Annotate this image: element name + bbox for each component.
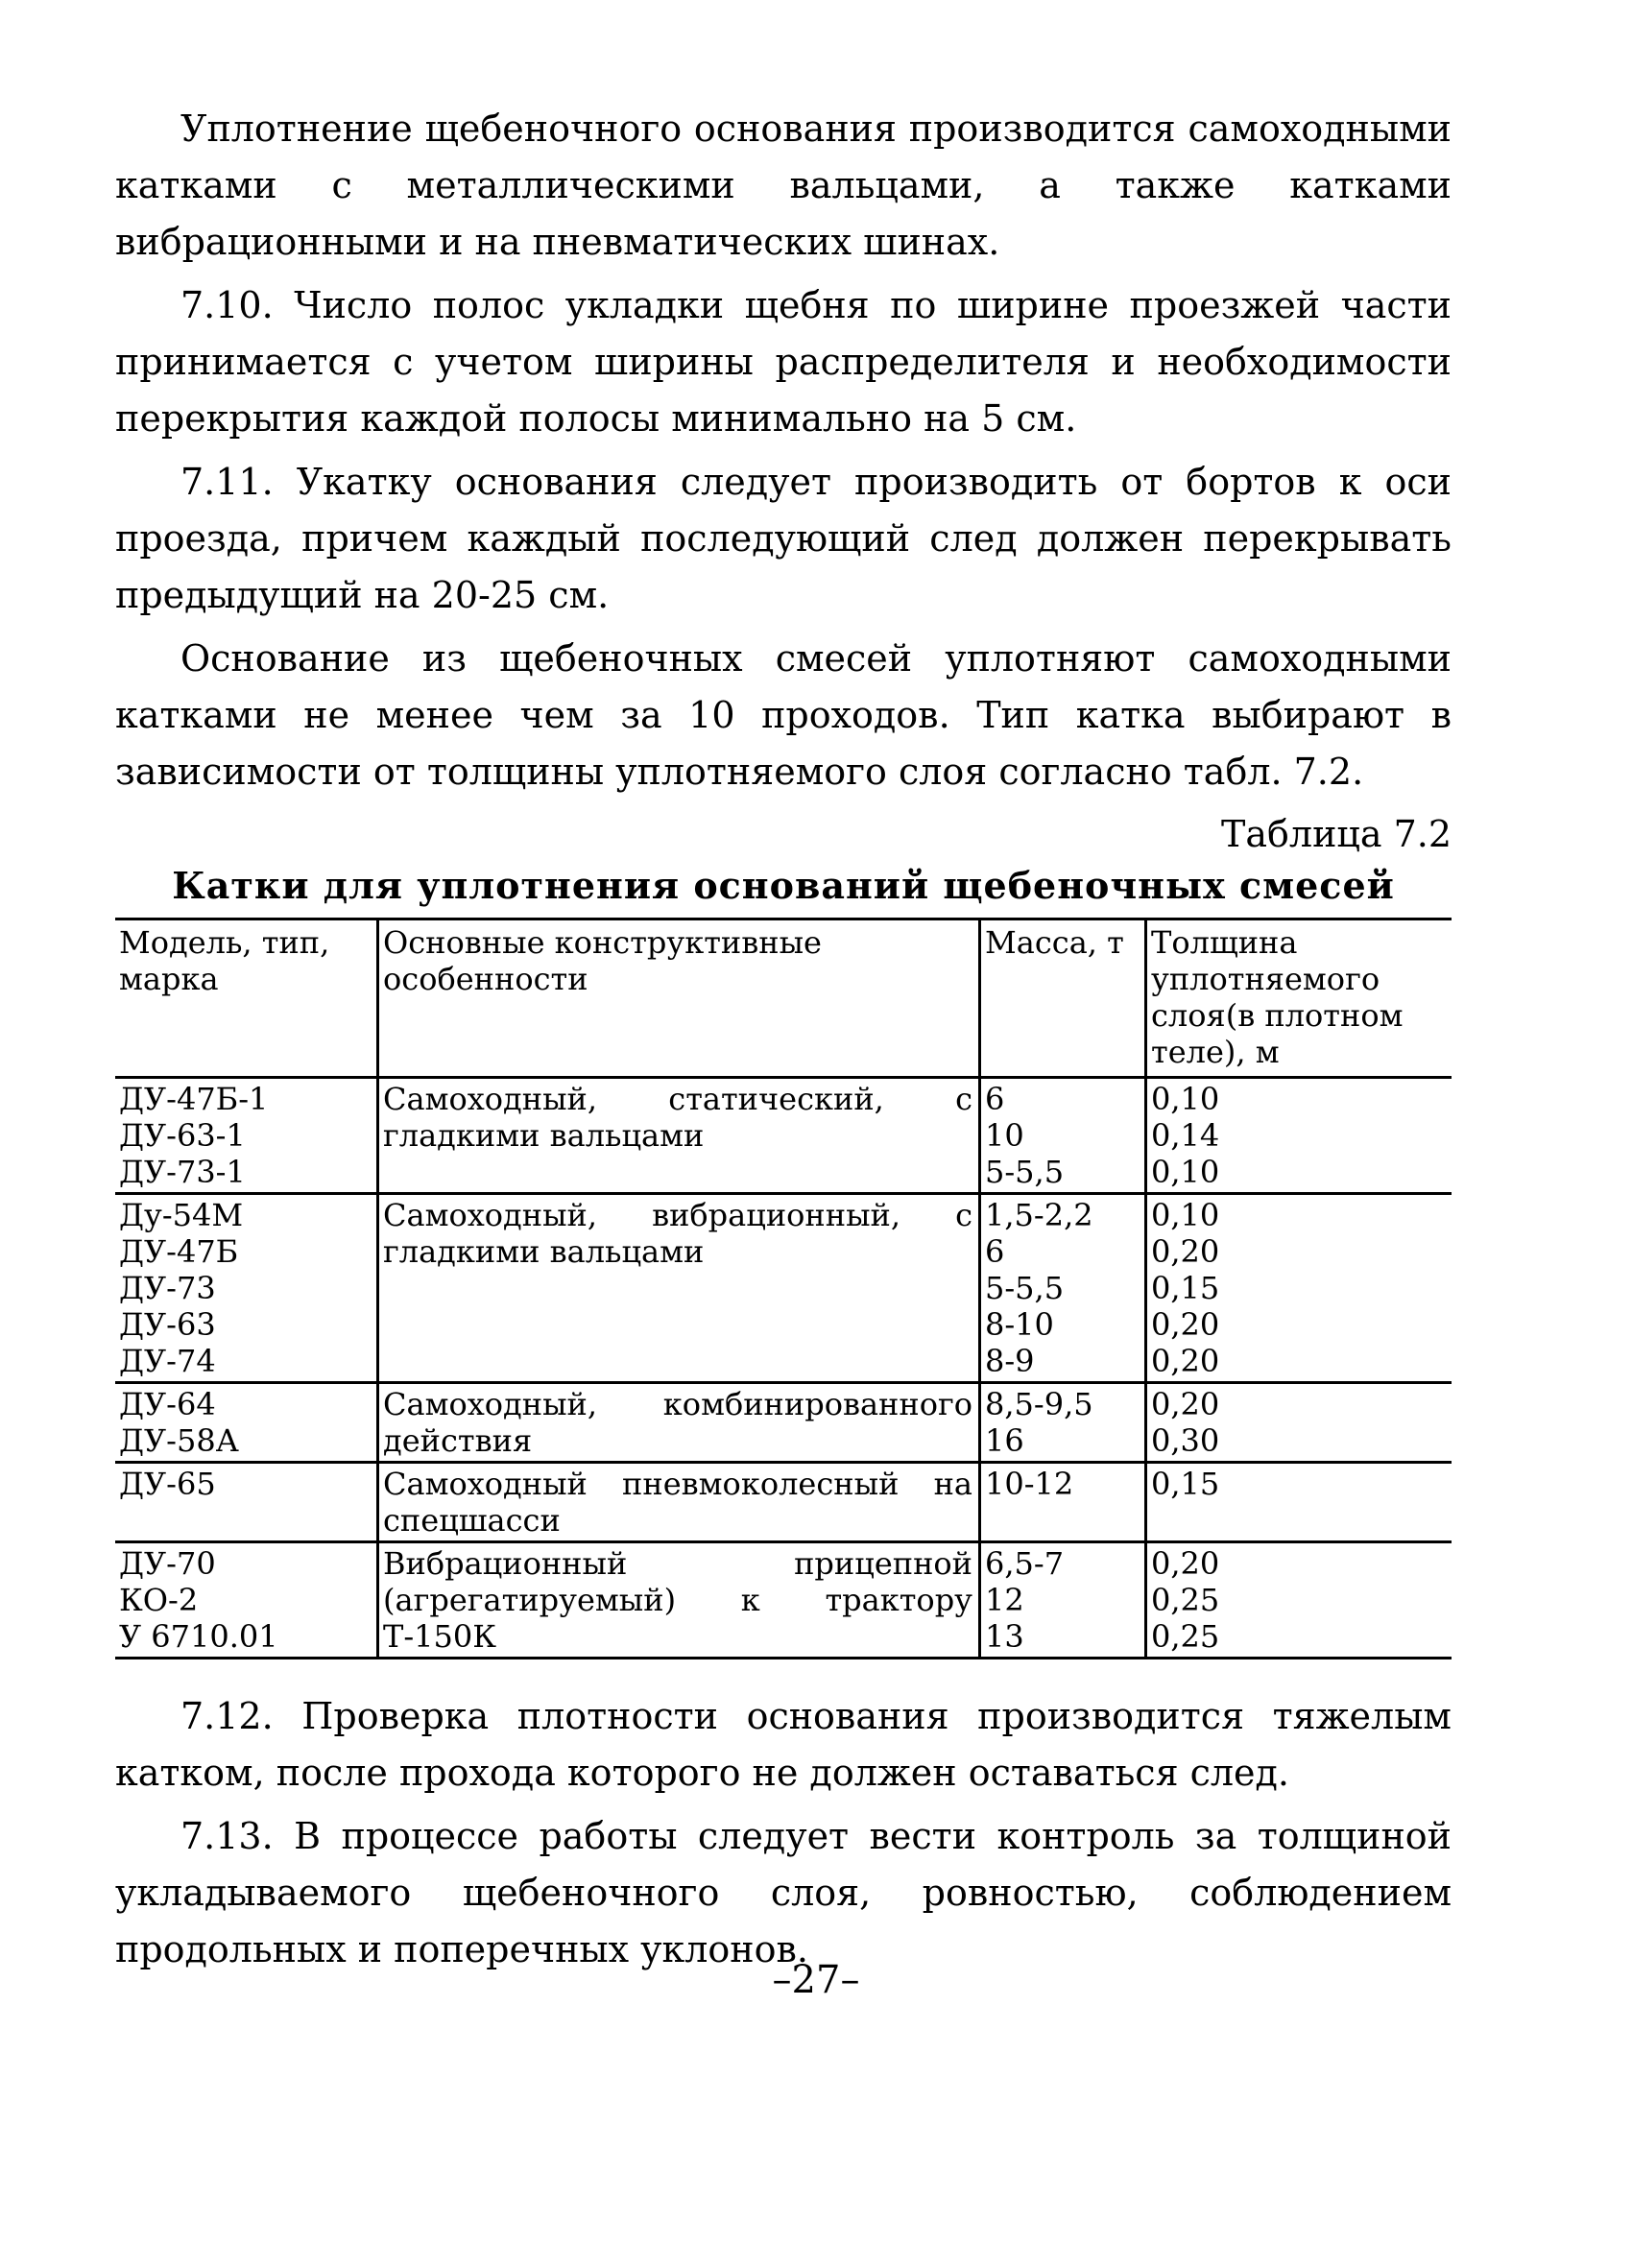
thickness-value: 0,25: [1151, 1582, 1220, 1618]
cell-features: Вибрационный прицепной (агрегатируемый) к трактору Т-150К: [378, 1542, 980, 1659]
models-value: У 6710.01: [119, 1618, 278, 1655]
thickness-value: 0,10: [1151, 1081, 1220, 1117]
thickness-value: 0,20: [1151, 1343, 1220, 1379]
mass-value: 10-12: [985, 1466, 1074, 1502]
table-title: Катки для уплотнения оснований щебеночных смесей: [172, 864, 1395, 907]
cell-mass: [980, 1463, 1146, 1542]
paragraph-7-11: 7.11. Укатку основания следует производить от бортов к оси проезда, причем каждый последующий след должен перекрывать предыдущий на 20-25 см.: [115, 461, 1452, 616]
paragraph: Уплотнение щебеночного основания производится самоходными катками с металлическими вальцами, а также катками вибрационными и на пневматических шинах.: [115, 107, 1452, 263]
thickness-value: 0,15: [1151, 1270, 1220, 1306]
models-value: ДУ-70: [119, 1545, 216, 1582]
models-value: ДУ-58А: [119, 1422, 239, 1459]
cell-mass: [980, 1194, 1146, 1383]
mass-value: 8-10: [985, 1306, 1054, 1343]
mass-value: 16: [985, 1422, 1024, 1459]
paragraph: Основание из щебеночных смесей уплотняют самоходными катками не менее чем за 10 проходов. Тип катка выбирают в зависимости от толщины уплотняемого слоя согласно табл. 7.2.: [115, 637, 1452, 793]
cell-models: [115, 1542, 378, 1659]
mass-value: 6,5-7: [985, 1545, 1065, 1582]
table-body: [115, 1078, 1452, 1659]
paragraphs-bottom: [115, 1688, 1452, 1978]
thickness-value: 0,30: [1151, 1422, 1220, 1459]
cell-models: [115, 1194, 378, 1383]
thickness-value: 0,20: [1151, 1233, 1220, 1270]
cell-thickness: [1146, 1078, 1452, 1194]
mass-value: 8-9: [985, 1343, 1035, 1379]
table-header-row: [115, 919, 1452, 1078]
cell-features: Самоходный, комбинированного действия: [378, 1383, 980, 1463]
thickness-value: 0,15: [1151, 1466, 1220, 1502]
models-value: ДУ-73-1: [119, 1154, 246, 1190]
rollers-table: [115, 918, 1452, 1659]
cell-features: Самоходный, вибрационный, с гладкими вальцами: [378, 1194, 980, 1383]
header-mass: Масса, т: [980, 919, 1146, 1078]
thickness-value: 0,10: [1151, 1197, 1220, 1233]
models-value: ДУ-74: [119, 1343, 216, 1379]
models-value: ДУ-63: [119, 1306, 216, 1343]
cell-thickness: [1146, 1542, 1452, 1659]
cell-thickness: [1146, 1463, 1452, 1542]
page-number: –27–: [772, 1958, 860, 2002]
thickness-value: 0,20: [1151, 1545, 1220, 1582]
cell-models: [115, 1383, 378, 1463]
mass-value: 5-5,5: [985, 1270, 1065, 1306]
mass-value: 6: [985, 1081, 1005, 1117]
paragraphs-top: [115, 101, 1452, 800]
models-value: КО-2: [119, 1582, 199, 1618]
paragraph-7-12: 7.12. Проверка плотности основания производится тяжелым катком, после прохода которого не должен оставаться след.: [115, 1695, 1452, 1794]
models-value: ДУ-47Б-1: [119, 1081, 269, 1117]
cell-features: Самоходный, статический, с гладкими вальцами: [378, 1078, 980, 1194]
page-content: [115, 101, 1452, 1978]
thickness-value: 0,14: [1151, 1117, 1220, 1154]
cell-thickness: [1146, 1194, 1452, 1383]
table-row: [115, 1383, 1452, 1463]
table-row: [115, 1194, 1452, 1383]
table-caption: Таблица 7.2: [1221, 813, 1452, 855]
paragraph-7-13: 7.13. В процессе работы следует вести контроль за толщиной укладываемого щебеночного слоя, ровностью, соблюдением продольных и поперечных уклонов.: [115, 1815, 1452, 1970]
thickness-value: 0,20: [1151, 1306, 1220, 1343]
models-value: ДУ-63-1: [119, 1117, 246, 1154]
mass-value: 8,5-9,5: [985, 1386, 1093, 1422]
cell-models: [115, 1078, 378, 1194]
thickness-value: 0,10: [1151, 1154, 1220, 1190]
table-row: [115, 1463, 1452, 1542]
thickness-value: 0,25: [1151, 1618, 1220, 1655]
mass-value: 13: [985, 1618, 1024, 1655]
cell-models: [115, 1463, 378, 1542]
models-value: ДУ-47Б: [119, 1233, 239, 1270]
thickness-value: 0,20: [1151, 1386, 1220, 1422]
header-thickness: Толщина уплотняемого слоя(в плотном теле), м: [1146, 919, 1452, 1078]
models-value: ДУ-65: [119, 1466, 216, 1502]
table-row: [115, 1078, 1452, 1194]
header-model: Модель, тип, марка: [119, 924, 330, 997]
mass-value: 12: [985, 1582, 1024, 1618]
cell-mass: [980, 1383, 1146, 1463]
paragraph-7-10: 7.10. Число полос укладки щебня по ширине проезжей части принимается с учетом ширины распределителя и необходимости перекрытия каждой полосы минимально на 5 см.: [115, 284, 1452, 440]
header-features: Основные конструктивные особенности: [378, 919, 980, 1078]
cell-mass: [980, 1078, 1146, 1194]
models-value: ДУ-73: [119, 1270, 216, 1306]
mass-value: 5-5,5: [985, 1154, 1065, 1190]
mass-value: 6: [985, 1233, 1005, 1270]
cell-mass: [980, 1542, 1146, 1659]
table-row: [115, 1542, 1452, 1659]
models-value: ДУ-64: [119, 1386, 216, 1422]
models-value: Ду-54М: [119, 1197, 244, 1233]
cell-thickness: [1146, 1383, 1452, 1463]
cell-features: Самоходный пневмоколесный на спецшасси: [378, 1463, 980, 1542]
mass-value: 1,5-2,2: [985, 1197, 1093, 1233]
mass-value: 10: [985, 1117, 1024, 1154]
